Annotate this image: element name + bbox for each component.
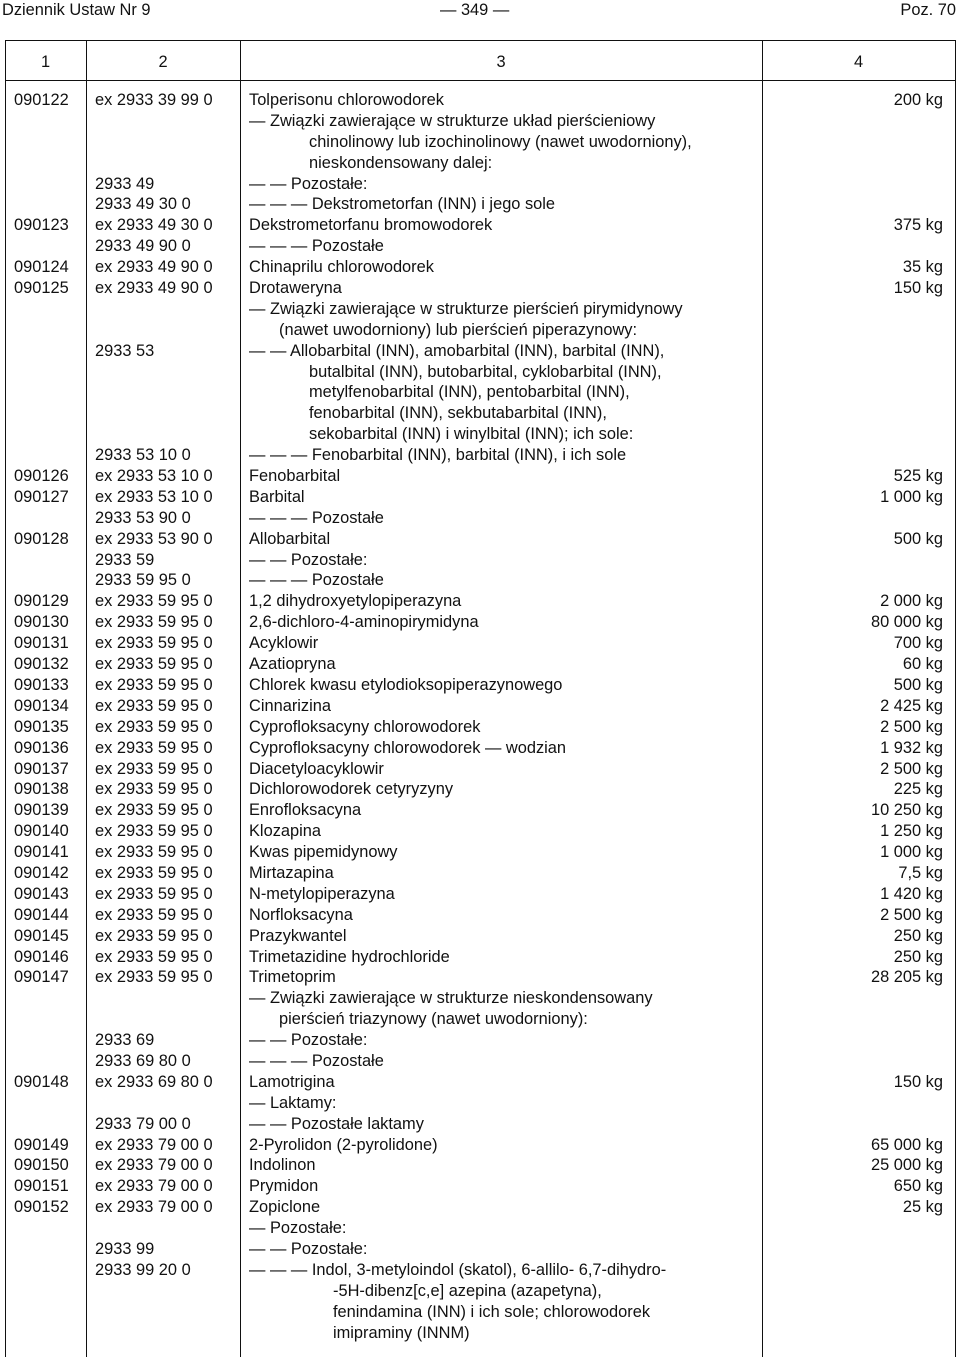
- description: — — — Pozostałe: [249, 508, 384, 527]
- entry-number: 090132: [14, 655, 69, 674]
- table-row: [5, 967, 956, 988]
- cn-code: 2933 59: [95, 550, 155, 569]
- cn-code: ex 2933 59 95 0: [95, 822, 213, 841]
- table-row: [5, 1093, 956, 1114]
- table-row: [5, 675, 956, 696]
- table-row: [5, 487, 956, 508]
- table-row: [5, 988, 956, 1009]
- quantity: 2 500 kg: [880, 759, 943, 778]
- entry-number: 090134: [14, 696, 69, 715]
- description: N-metylopiperazyna: [249, 884, 395, 903]
- description: — — — Dekstrometorfan (INN) i jego sole: [249, 195, 556, 214]
- table-row: [5, 926, 956, 947]
- description: Cyprofloksacyny chlorowodorek: [249, 717, 481, 736]
- cn-code: ex 2933 59 95 0: [95, 738, 213, 757]
- cn-code: ex 2933 59 95 0: [95, 884, 213, 903]
- description: Allobarbital: [249, 529, 331, 548]
- cn-code: ex 2933 59 95 0: [95, 592, 213, 611]
- cn-code: ex 2933 49 90 0: [95, 279, 213, 298]
- entry-number: 090147: [14, 968, 69, 987]
- description: — Związki zawierające w strukturze pierścień pirymidynowy: [249, 299, 683, 318]
- entry-number: 090122: [14, 91, 69, 109]
- description: nieskondensowany dalej:: [309, 153, 493, 172]
- description: 2,6-dichloro-4-aminopirymidyna: [249, 613, 479, 632]
- table-row: [5, 445, 956, 466]
- quantity: 225 kg: [893, 780, 943, 799]
- entry-number: 090139: [14, 801, 69, 820]
- cn-code: 2933 49: [95, 174, 155, 193]
- quantity: 500 kg: [893, 529, 943, 548]
- quantity: 150 kg: [893, 1072, 943, 1091]
- description: Trimetoprim: [249, 968, 336, 987]
- table-row: [5, 320, 956, 341]
- cn-code: ex 2933 79 00 0: [95, 1177, 213, 1196]
- quantity: 2 000 kg: [880, 592, 943, 611]
- description: — — — Indol, 3-metyloindol (skatol), 6-allilo- 6,7-dihydro-: [249, 1260, 667, 1279]
- description: Chlorek kwasu etylodioksopiperazynowego: [249, 675, 563, 694]
- cn-code: ex 2933 79 00 0: [95, 1156, 213, 1175]
- quantity: 500 kg: [893, 675, 943, 694]
- quantity: 700 kg: [893, 634, 943, 653]
- quantity: 150 kg: [893, 279, 943, 298]
- table-row: [5, 1051, 956, 1072]
- cn-code: ex 2933 59 95 0: [95, 947, 213, 966]
- table-row: [5, 1114, 956, 1135]
- entry-number: 090142: [14, 863, 69, 882]
- description: Dekstrometorfanu bromowodorek: [249, 216, 493, 235]
- page-header: [0, 0, 960, 20]
- description: — — — Fenobarbital (INN), barbital (INN), i ich sole: [249, 446, 627, 465]
- table-row: [5, 633, 956, 654]
- entry-number: 090123: [14, 216, 69, 235]
- table-row: [5, 612, 956, 633]
- description: Barbital: [249, 487, 305, 506]
- quantity: 2 500 kg: [880, 717, 943, 736]
- table-row: [5, 821, 956, 842]
- table-row: [5, 403, 956, 424]
- entry-number: 090150: [14, 1156, 69, 1175]
- entry-number: 090140: [14, 822, 69, 841]
- table-row: [5, 1155, 956, 1176]
- description: fenobarbital (INN), sekbutabarbital (INN),: [309, 404, 607, 423]
- entry-number: 090126: [14, 467, 69, 486]
- description: pierścień triazynowy (nawet uwodorniony):: [279, 1010, 588, 1029]
- table-row: [5, 236, 956, 257]
- cn-code: ex 2933 39 99 0: [95, 91, 213, 109]
- description: (nawet uwodorniony) lub pierścień piperazynowy:: [279, 320, 638, 339]
- description: Azatiopryna: [249, 655, 336, 674]
- table-row: [5, 759, 956, 780]
- cn-code: ex 2933 59 95 0: [95, 843, 213, 862]
- table-row: [5, 570, 956, 591]
- description: sekobarbital (INN) i winylbital (INN); ich sole:: [309, 425, 634, 444]
- cn-code: ex 2933 53 10 0: [95, 487, 213, 506]
- description: Tolperisonu chlorowodorek: [249, 91, 444, 109]
- quantity: 1 000 kg: [880, 487, 943, 506]
- table-row: [5, 947, 956, 968]
- entry-number: 090152: [14, 1198, 69, 1217]
- cn-code: ex 2933 49 30 0: [95, 216, 213, 235]
- entry-number: 090148: [14, 1072, 69, 1091]
- cn-code: ex 2933 59 95 0: [95, 863, 213, 882]
- description: Fenobarbital: [249, 467, 341, 486]
- description: Dichlorowodorek cetyryzyny: [249, 780, 454, 799]
- table-row: [5, 1197, 956, 1218]
- quantity: 1 932 kg: [880, 738, 943, 757]
- table-row: [5, 738, 956, 759]
- table-body: [5, 90, 956, 1343]
- cn-code: 2933 59 95 0: [95, 571, 191, 590]
- table-row: [5, 529, 956, 550]
- table-row: [5, 90, 956, 111]
- description: Norfloksacyna: [249, 905, 353, 924]
- table-row: [5, 905, 956, 926]
- description: Acyklowir: [249, 634, 319, 653]
- description: — Pozostałe:: [249, 1219, 347, 1238]
- table-row: [5, 696, 956, 717]
- table-row: [5, 1323, 956, 1344]
- description: 2-Pyrolidon (2-pyrolidone): [249, 1135, 438, 1154]
- cn-code: ex 2933 53 90 0: [95, 529, 213, 548]
- cn-code: ex 2933 49 90 0: [95, 258, 213, 277]
- cn-code: ex 2933 59 95 0: [95, 780, 213, 799]
- description: — Związki zawierające w strukturze układ pierścieniowy: [249, 111, 656, 130]
- table-row: [5, 466, 956, 487]
- description: — — — Pozostałe: [249, 571, 384, 590]
- table-row: [5, 1072, 956, 1093]
- table-row: [5, 132, 956, 153]
- tariff-table: [5, 40, 956, 1357]
- cn-code: ex 2933 59 95 0: [95, 926, 213, 945]
- description: Indolinon: [249, 1156, 316, 1175]
- description: Lamotrigina: [249, 1072, 335, 1091]
- table-row: [5, 194, 956, 215]
- entry-number: 090146: [14, 947, 69, 966]
- entry-number: 090135: [14, 717, 69, 736]
- journal-title: Dziennik Ustaw Nr 9: [2, 1, 151, 19]
- quantity: 28 205 kg: [871, 968, 943, 987]
- page-number: — 349 —: [440, 1, 510, 19]
- cn-code: ex 2933 69 80 0: [95, 1072, 213, 1091]
- table-row: [5, 1281, 956, 1302]
- description: Trimetazidine hydrochloride: [249, 947, 450, 966]
- description: Enrofloksacyna: [249, 801, 362, 820]
- entry-number: 090129: [14, 592, 69, 611]
- entry-number: 090131: [14, 634, 69, 653]
- table-row: [5, 1176, 956, 1197]
- cn-code: ex 2933 59 95 0: [95, 655, 213, 674]
- column-header-3: 3: [496, 53, 506, 71]
- entry-number: 090128: [14, 529, 69, 548]
- table-row: [5, 174, 956, 195]
- quantity: 2 425 kg: [880, 696, 943, 715]
- description: imipraminy (INNM): [333, 1323, 470, 1342]
- cn-code: ex 2933 53 10 0: [95, 467, 213, 486]
- quantity: 7,5 kg: [898, 863, 943, 882]
- description: Cyprofloksacyny chlorowodorek — wodzian: [249, 738, 567, 757]
- table-row: [5, 1218, 956, 1239]
- quantity: 525 kg: [893, 467, 943, 486]
- description: Klozapina: [249, 822, 321, 841]
- quantity: 25 000 kg: [871, 1156, 943, 1175]
- cn-code: ex 2933 59 95 0: [95, 717, 213, 736]
- table-row: [5, 591, 956, 612]
- quantity: 650 kg: [893, 1177, 943, 1196]
- entry-number: 090133: [14, 675, 69, 694]
- description: — — Pozostałe laktamy: [249, 1114, 424, 1133]
- cn-code: ex 2933 59 95 0: [95, 801, 213, 820]
- description: metylfenobarbital (INN), pentobarbital (INN),: [309, 383, 630, 402]
- table-row: [5, 1260, 956, 1281]
- description: — Związki zawierające w strukturze nieskondensowany: [249, 989, 653, 1008]
- cn-code: 2933 99 20 0: [95, 1260, 191, 1279]
- description: — — — Pozostałe: [249, 1051, 384, 1070]
- cn-code: ex 2933 59 95 0: [95, 968, 213, 987]
- table-row: [5, 299, 956, 320]
- quantity: 2 500 kg: [880, 905, 943, 924]
- table-row: [5, 1239, 956, 1260]
- description: Diacetyloacyklowir: [249, 759, 384, 778]
- cn-code: 2933 99: [95, 1239, 155, 1258]
- quantity: 35 kg: [902, 258, 943, 277]
- table-row: [5, 842, 956, 863]
- cn-code: ex 2933 79 00 0: [95, 1135, 213, 1154]
- description: chinolinowy lub izochinolinowy (nawet uwodorniony),: [309, 132, 692, 151]
- table-row: [5, 779, 956, 800]
- description: Zopiclone: [249, 1198, 321, 1217]
- quantity: 25 kg: [902, 1198, 943, 1217]
- cn-code: ex 2933 59 95 0: [95, 675, 213, 694]
- cn-code: 2933 49 30 0: [95, 195, 191, 214]
- description: — — Allobarbital (INN), amobarbital (INN), barbital (INN),: [249, 341, 665, 360]
- table-row: [5, 341, 956, 362]
- entry-number: 090144: [14, 905, 69, 924]
- description: fenindamina (INN) i ich sole; chlorowodorek: [333, 1302, 651, 1321]
- cn-code: ex 2933 59 95 0: [95, 696, 213, 715]
- cn-code: 2933 69 80 0: [95, 1051, 191, 1070]
- table-row: [5, 362, 956, 383]
- quantity: 250 kg: [893, 926, 943, 945]
- entry-number: 090145: [14, 926, 69, 945]
- table-header-border: [5, 80, 956, 81]
- description: -5H-dibenz[c,e] azepina (azapetyna),: [333, 1281, 602, 1300]
- cn-code: ex 2933 59 95 0: [95, 634, 213, 653]
- description: Drotaweryna: [249, 279, 342, 298]
- quantity: 10 250 kg: [871, 801, 943, 820]
- description: — Laktamy:: [249, 1093, 337, 1112]
- entry-number: 090151: [14, 1177, 69, 1196]
- table-row: [5, 654, 956, 675]
- cn-code: ex 2933 59 95 0: [95, 905, 213, 924]
- table-row: [5, 800, 956, 821]
- quantity: 60 kg: [902, 655, 943, 674]
- table-row: [5, 550, 956, 571]
- description: — — Pozostałe:: [249, 1031, 368, 1050]
- table-row: [5, 424, 956, 445]
- description: butalbital (INN), butobarbital, cyklobarbital (INN),: [309, 362, 662, 381]
- description: Chinaprilu chlorowodorek: [249, 258, 434, 277]
- quantity: 80 000 kg: [871, 613, 943, 632]
- cn-code: 2933 79 00 0: [95, 1114, 191, 1133]
- quantity: 65 000 kg: [871, 1135, 943, 1154]
- cn-code: 2933 53 10 0: [95, 446, 191, 465]
- table-row: [5, 1030, 956, 1051]
- description: Kwas pipemidynowy: [249, 843, 398, 862]
- entry-number: 090138: [14, 780, 69, 799]
- quantity: 250 kg: [893, 947, 943, 966]
- description: — — Pozostałe:: [249, 550, 368, 569]
- table-row: [5, 863, 956, 884]
- quantity: 1 420 kg: [880, 884, 943, 903]
- column-header-4: 4: [853, 53, 864, 71]
- table-row: [5, 1009, 956, 1030]
- entry-number: 090141: [14, 843, 69, 862]
- table-row: [5, 508, 956, 529]
- entry-number: 090127: [14, 487, 69, 506]
- column-header-2: 2: [158, 53, 168, 71]
- cn-code: 2933 49 90 0: [95, 237, 191, 256]
- description: — — Pozostałe:: [249, 174, 368, 193]
- cn-code: 2933 53: [95, 341, 155, 360]
- table-row: [5, 278, 956, 299]
- table-row: [5, 111, 956, 132]
- table-row: [5, 215, 956, 236]
- description: Prymidon: [249, 1177, 319, 1196]
- entry-number: 090125: [14, 279, 69, 298]
- position-number: Poz. 70: [900, 1, 956, 19]
- table-top-border: [5, 40, 956, 41]
- table-row: [5, 1302, 956, 1323]
- description: Prazykwantel: [249, 926, 347, 945]
- description: 1,2 dihydroxyetylopiperazyna: [249, 592, 462, 611]
- entry-number: 090137: [14, 759, 69, 778]
- entry-number: 090149: [14, 1135, 69, 1154]
- column-header-1: 1: [40, 53, 51, 71]
- cn-code: ex 2933 79 00 0: [95, 1198, 213, 1217]
- description: — — Pozostałe:: [249, 1239, 368, 1258]
- quantity: 1 250 kg: [880, 822, 943, 841]
- cn-code: ex 2933 59 95 0: [95, 759, 213, 778]
- description: — — — Pozostałe: [249, 237, 384, 256]
- cn-code: 2933 53 90 0: [95, 508, 191, 527]
- table-row: [5, 153, 956, 174]
- table-row: [5, 884, 956, 905]
- table-row: [5, 382, 956, 403]
- cn-code: ex 2933 59 95 0: [95, 613, 213, 632]
- table-row: [5, 257, 956, 278]
- quantity: 1 000 kg: [880, 843, 943, 862]
- description: Cinnarizina: [249, 696, 331, 715]
- table-row: [5, 717, 956, 738]
- entry-number: 090130: [14, 613, 69, 632]
- cn-code: 2933 69: [95, 1031, 155, 1050]
- quantity: 375 kg: [893, 216, 943, 235]
- quantity: 200 kg: [893, 91, 943, 109]
- entry-number: 090124: [14, 258, 69, 277]
- entry-number: 090136: [14, 738, 69, 757]
- table-row: [5, 1135, 956, 1156]
- entry-number: 090143: [14, 884, 69, 903]
- description: Mirtazapina: [249, 863, 334, 882]
